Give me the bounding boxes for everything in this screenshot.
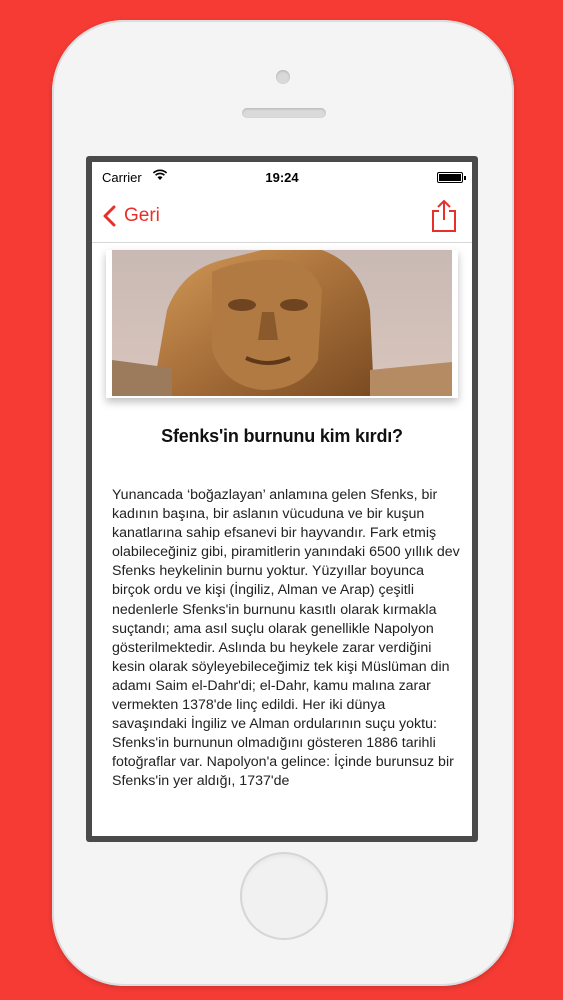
- back-label: Geri: [124, 205, 160, 226]
- article-title: Sfenks'in burnunu kim kırdı?: [161, 426, 403, 446]
- chevron-left-icon: [102, 205, 118, 227]
- battery-icon: [437, 172, 463, 183]
- status-bar: [92, 162, 472, 190]
- carrier-label: Carrier: [102, 170, 142, 185]
- hero-image-card: [106, 250, 458, 398]
- app-screen: [92, 162, 472, 836]
- home-button[interactable]: [240, 852, 328, 940]
- status-time: 19:24: [265, 170, 299, 185]
- sphinx-photo: [112, 250, 452, 396]
- navigation-bar: [92, 190, 472, 243]
- front-camera: [276, 70, 290, 84]
- share-icon[interactable]: [430, 199, 458, 233]
- earpiece-speaker: [242, 108, 326, 118]
- back-button[interactable]: [102, 202, 160, 230]
- article-body: Yunancada ‘boğazlayan’ anlamına gelen Sfenks, bir kadının başına, bir aslanın vücuduna ve bir kuşun kanatlarına sahip efsanevi bir hayvandır. Fark etmiş olabileceğiniz gibi, piramitlerin yanındaki 6500 yıllık dev Sfenks heykelinin burnu yoktur. Yüzyıllar boyunca birçok ordu ve kişi (İngiliz, Alman ve Arap) çeşitli nedenlerle Sfenks'in burnunu kasıtlı olarak kırmakla suçtandı; ama asıl suçlu olarak genellikle Napolyon gösterilmektedir. Aslında bu heykele zarar verdiğini kesin olarak söyleyebileceğimiz tek kişi Müslüman din adamı Saim el-Dahr'di; el-Dahr, kamu malına zarar vermekten 1378'de linç edildi. Her iki dünya savaşındaki İngiliz ve Alman ordularının suçu yoktu: Sfenks'in burnunun olmadığını gösteren 1886 tarihli fotoğraflar var. Napolyon'a gelince: İçinde burunsuz bir Sfenks'in yer aldığı, 1737'de: [112, 487, 460, 790]
